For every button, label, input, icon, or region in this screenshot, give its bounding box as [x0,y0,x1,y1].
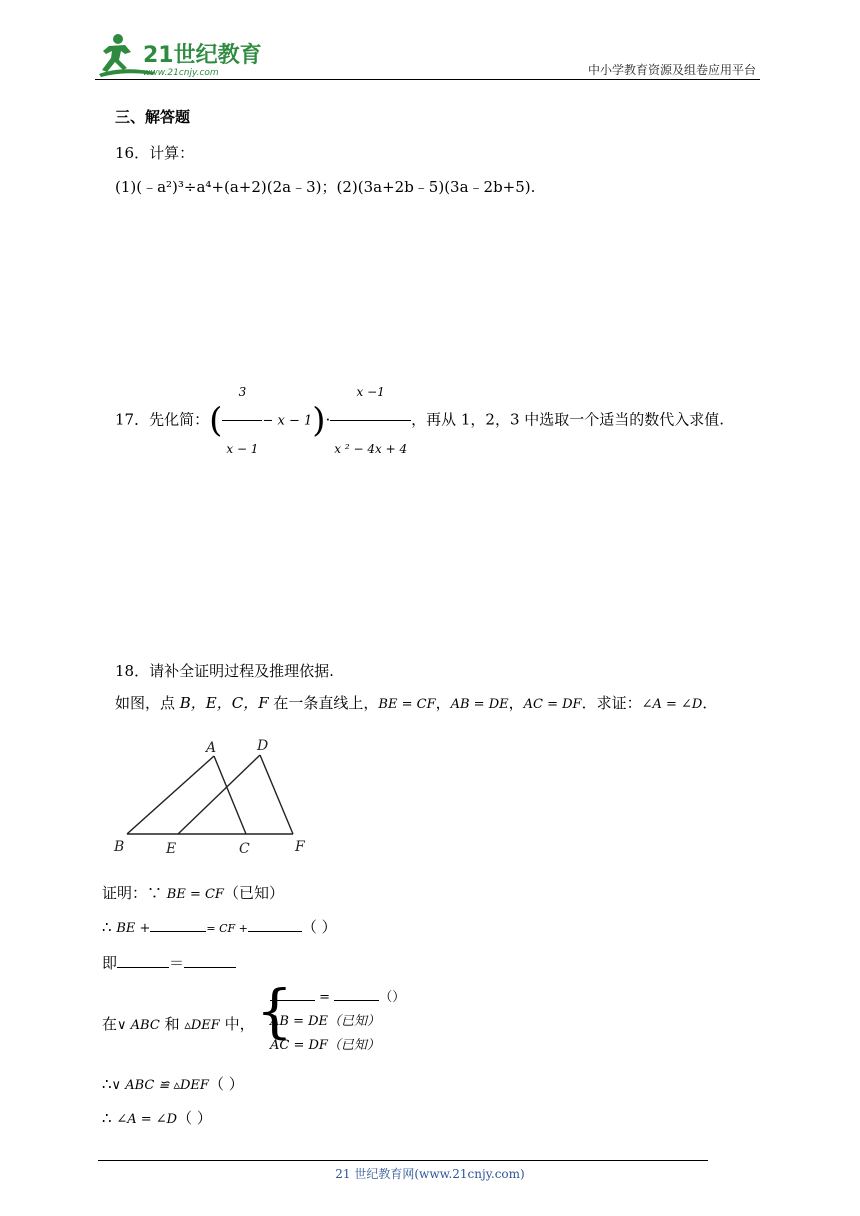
segment-df [260,755,293,834]
cond-be-cf: BE = CF [378,697,436,712]
header-platform-text: 中小学教育资源及组卷应用平台 [587,63,756,77]
label-d: D [257,738,269,754]
q17-f1-den: x − 1 [226,442,259,456]
system-row-3: AC = DF（已知） [270,1038,380,1053]
proof-line-6 [102,1107,212,1128]
system-row-1 [270,986,405,1010]
q16-label: 16．计算： [115,144,195,162]
q17-minus-terms: − x − 1 [262,413,313,429]
q17-line [115,366,724,475]
segment-ba [127,756,214,834]
system-paren: （） [379,990,406,1005]
q17-prefix: 17．先化简： [115,410,210,429]
blank-1[interactable] [150,931,206,932]
label-f: F [295,839,305,855]
q17-f1-num: 3 [222,366,262,421]
logo-text: 21世纪教育 [143,43,262,68]
given-points: B，E，C，F [179,694,269,712]
proof-l3-eq: ＝ [169,954,185,972]
q17-dot: · [325,410,331,429]
proof-line-4 [102,1013,255,1034]
q17-f2-num: x −1 [330,366,411,421]
label-c: C [239,841,250,857]
proof-l6-expr: ∠A = ∠D [116,1112,178,1127]
proof-l2-a: BE + [116,921,151,936]
cond-ab-de: AB = DE [450,697,509,712]
given-mid: 在一条直线上， [268,694,379,712]
proof-l4-tri2: ▵DEF [184,1018,220,1033]
q16-expression: (1)(﹣a²)³÷a⁴+(a+2)(2a﹣3)；(2)(3a+2b﹣5)(3a﹣2b+5). [115,178,536,196]
proof-line-1 [102,882,284,903]
proof-l1-expr: BE = CF [166,887,224,902]
logo-url: www.21cnjy.com [143,68,219,78]
left-paren: ( [209,400,223,441]
q17-fraction-1 [222,366,262,475]
proof-l2-prefix: ∴ [102,918,117,936]
q18-given [115,692,717,713]
proof-l5-expr: ∨ ABC ≌ ▵DEF [111,1078,209,1093]
label-a: A [206,740,217,756]
proof-l1-prefix: 证明：∵ [102,884,167,902]
header-divider [95,79,760,80]
label-b: B [114,839,125,855]
footer-text: 21 世纪教育网(www.21cnjy.com) [335,1167,525,1181]
prove-prefix: ．求证： [581,694,642,712]
proof-line-3 [102,952,236,973]
proof-l3-prefix: 即 [102,954,118,972]
proof-l1-reason: （已知） [223,884,284,902]
proof-l2-eq: = CF + [206,922,248,935]
cond-ac-df: AC = DF [523,697,582,712]
proof-line-5 [102,1073,244,1094]
q17-fraction-2 [330,366,411,475]
proof-l2-paren: （ ） [301,918,337,936]
footer-divider [98,1160,708,1161]
proof-l4-prefix: 在 [102,1015,118,1033]
proof-l4-and: 和 [159,1015,185,1033]
q18-label: 18．请补全证明过程及推理依据. [115,662,334,680]
blank-5[interactable] [270,1000,315,1001]
proof-l5-paren: （ ） [208,1075,244,1093]
proof-line-2 [102,916,337,937]
blank-4[interactable] [184,967,236,968]
proof-system [270,986,405,1058]
brand-logo [95,30,265,82]
q17-suffix: ，再从 1，2，3 中选取一个适当的数代入求值. [411,410,725,429]
proof-l5-prefix: ∴ [102,1075,112,1093]
system-row-2: AB = DE（已知） [270,1014,381,1029]
sep-1: ， [435,694,451,712]
given-prefix: 如图，点 [115,694,180,712]
prove-statement: ∠A = ∠D [641,697,703,712]
blank-2[interactable] [248,931,302,932]
blank-6[interactable] [334,1000,379,1001]
given-end: ． [702,694,718,712]
system-eq: = [319,990,331,1005]
proof-l4-tri1: ∨ ABC [117,1018,160,1033]
triangle-figure [105,735,320,860]
system-brace: { [256,977,293,1045]
sep-2: ， [508,694,524,712]
label-e: E [166,841,177,857]
blank-3[interactable] [117,967,169,968]
section-title: 三、解答题 [115,108,191,126]
proof-l6-prefix: ∴ [102,1109,117,1127]
proof-l6-paren: （ ） [177,1109,212,1127]
proof-l4-mid: 中， [219,1015,255,1033]
q17-f2-den: x ² − 4x + 4 [334,442,408,456]
right-paren: ) [312,400,326,441]
